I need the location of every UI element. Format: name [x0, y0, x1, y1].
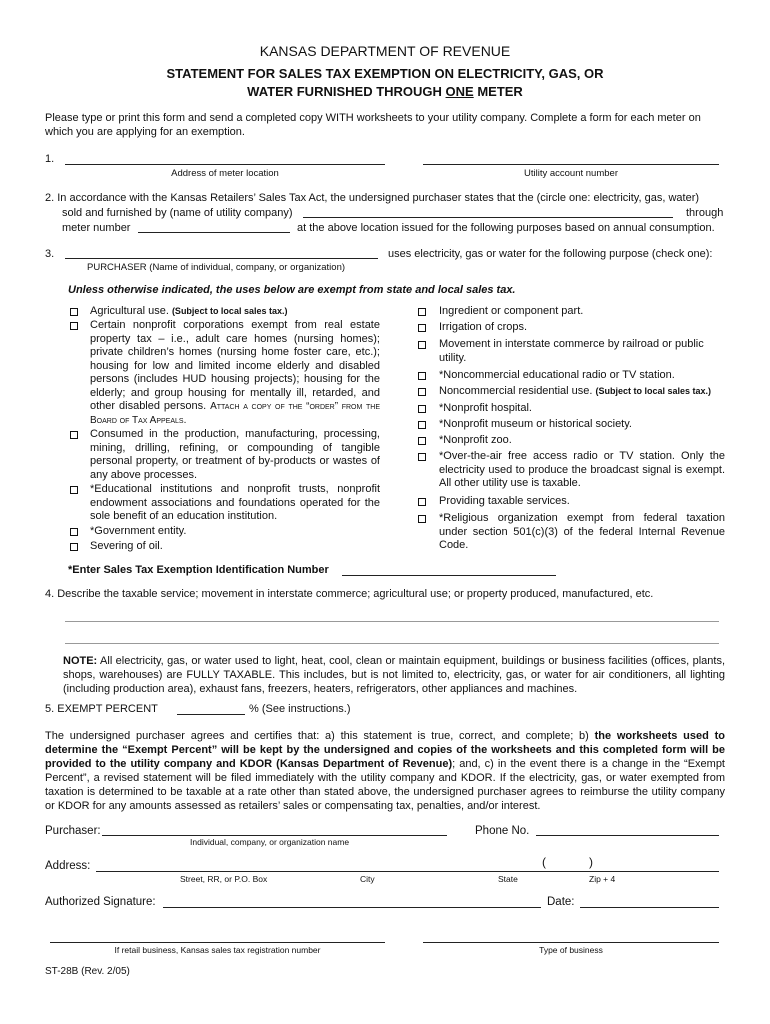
checkbox-nonprofit-corp[interactable]: [70, 322, 78, 330]
paren-open: (: [542, 855, 546, 869]
date-field[interactable]: [580, 907, 719, 908]
paren-close: ): [589, 855, 593, 869]
business-type-field[interactable]: [423, 942, 719, 943]
section2-line3-end: at the above location issued for the following purposes based on annual consumption.: [297, 222, 715, 234]
item-educational: *Educational institutions and nonprofit trusts, nonprofit endowment associations and foundations operated for the sole benefit of an education institution.: [90, 483, 380, 522]
item-production: Consumed in the production, manufacturing, processing, mining, drilling, refining, or compounding of tangible personal property, or treatment of by-products or wastes of any above processes.: [90, 428, 380, 481]
phone-field[interactable]: [536, 835, 719, 836]
authorized-signature-label: Authorized Signature:: [45, 896, 156, 908]
title-line2-c: METER: [473, 84, 523, 99]
purchaser-name-field[interactable]: [65, 258, 378, 259]
purchaser-label: PURCHASER (Name of individual, company, or organization): [87, 262, 346, 273]
address-field[interactable]: [96, 871, 719, 872]
purchaser-label-sig: Purchaser:: [45, 825, 101, 837]
checkbox-educational[interactable]: [70, 486, 78, 494]
form-title-line2: [0, 84, 770, 99]
phone-label: Phone No.: [475, 825, 530, 837]
purchaser-sub-label: Individual, company, or organization name: [190, 837, 350, 847]
item-irrigation: Irrigation of crops.: [439, 321, 528, 333]
meter-address-label: Address of meter location: [171, 168, 279, 179]
checkbox-zoo[interactable]: [418, 437, 426, 445]
state-label: State: [498, 874, 518, 884]
item-museum: *Nonprofit museum or historical society.: [439, 418, 632, 430]
checkbox-ingredient[interactable]: [418, 308, 426, 316]
exemption-id-label: *Enter Sales Tax Exemption Identification Number: [68, 564, 329, 576]
city-label: City: [360, 874, 375, 884]
checkbox-government[interactable]: [70, 528, 78, 536]
checkbox-interstate[interactable]: [418, 341, 426, 349]
zip-label: Zip + 4: [589, 874, 616, 884]
utility-account-label: Utility account number: [524, 168, 618, 179]
date-label: Date:: [547, 896, 575, 908]
certification-text: The undersigned purchaser agrees and certifies that: a) this statement is true, correct, and complete; b) the worksheets used to determine the “Exempt Percent” will be kept by the undersigned and copies of the worksheets and this completed form will be provided to the utility company and KDOR (Kansas Department of Revenue); and, c) in the event there is a change in the “Exempt Percent”, a revised statement will be filed immediately with the utility company and KDOR. If the electricity, gas, or water exempted from taxation is determined to be taxable at a rate other than stated above, the undersigned purchaser agrees to reimburse the utility company or KDOR for any amounts assessed as retailers’ sales or compensating tax, penalties, and/or interest.: [45, 730, 725, 812]
item-religious: *Religious organization exempt from federal taxation under section 501(c)(3) of the federal Internal Revenue Code.: [439, 512, 725, 551]
section3-end: uses electricity, gas or water for the following purpose (check one):: [388, 248, 713, 260]
agency-name: KANSAS DEPARTMENT OF REVENUE: [259, 43, 511, 59]
business-type-label: Type of business: [539, 945, 603, 955]
note-text: NOTE: All electricity, gas, or water used to light, heat, cool, clean or maintain equipment, buildings or business facilities (offices, plants, shops, warehouses) are FULLY TAXABLE. This includes, but is not limited to, electricity, gas, or water for air conditioners, all lighting (including production area), exhaust fans, freezers, heaters, refrigerators, other appliances and machines.: [63, 655, 725, 695]
item-broadcast: *Over-the-air free access radio or TV station. Only the electricity used to produce the broadcast signal is exempt. All other utility use is taxable.: [439, 450, 725, 489]
section2-through: through: [686, 207, 724, 219]
item-ingredient: Ingredient or component part.: [439, 305, 584, 317]
checkbox-hospital[interactable]: [418, 405, 426, 413]
item-taxable-services: Providing taxable services.: [439, 495, 570, 507]
meter-number-field[interactable]: [138, 232, 290, 233]
address-label: Address:: [45, 860, 91, 872]
title-one-underlined: ONE: [445, 84, 474, 99]
exemption-id-field[interactable]: [342, 575, 556, 576]
utility-account-field[interactable]: [423, 164, 719, 165]
item-government: *Government entity.: [90, 525, 187, 537]
section2-line3: meter number: [62, 222, 131, 234]
item-agricultural: Agricultural use. (Subject to local sales tax.): [90, 305, 288, 317]
exempt-percent-label: 5. EXEMPT PERCENT: [45, 703, 158, 715]
description-field-1[interactable]: [65, 621, 719, 622]
checkbox-agricultural[interactable]: [70, 308, 78, 316]
checkbox-educational-radio[interactable]: [418, 372, 426, 380]
exempt-heading: Unless otherwise indicated, the uses below are exempt from state and local sales tax.: [68, 284, 516, 296]
section3-number: 3.: [45, 248, 55, 260]
item-residential: Noncommercial residential use. (Subject to local sales tax.): [439, 385, 712, 397]
authorized-signature-field[interactable]: [163, 907, 541, 908]
item-educational-radio: *Noncommercial educational radio or TV station.: [439, 369, 675, 381]
checkbox-residential[interactable]: [418, 388, 426, 396]
item-hospital: *Nonprofit hospital.: [439, 402, 532, 414]
purchaser-sig-field[interactable]: [102, 835, 447, 836]
item-interstate: Movement in interstate commerce by railroad or public utility.: [439, 338, 704, 364]
checkbox-irrigation[interactable]: [418, 324, 426, 332]
item-nonprofit-corp: Certain nonprofit corporations exempt from real estate property tax – i.e., adult care homes (nursing homes); private children’s homes (nursing home foster care, etc.); housing for low and limited income elderly and disabled persons (includes HUD housing projects); housing for the elderly; and group housing for mentally ill, retarded, and other disabled persons. Attach a copy of the “order” from the Board of Tax Appeals.: [90, 319, 380, 426]
form-title-line1: STATEMENT FOR SALES TAX EXEMPTION ON ELECTRICITY, GAS, OR: [166, 66, 604, 81]
checkbox-museum[interactable]: [418, 421, 426, 429]
utility-company-field[interactable]: [303, 217, 673, 218]
registration-number-field[interactable]: [50, 942, 385, 943]
checkbox-religious[interactable]: [418, 515, 426, 523]
form-id: ST-28B (Rev. 2/05): [45, 966, 130, 977]
item-severing-oil: Severing of oil.: [90, 540, 163, 552]
title-line2-a: WATER FURNISHED THROUGH: [247, 84, 446, 99]
section2-line2: sold and furnished by (name of utility company): [62, 207, 293, 219]
description-field-2[interactable]: [65, 643, 719, 644]
registration-number-label: If retail business, Kansas sales tax registration number: [114, 945, 321, 955]
exempt-percent-field[interactable]: [177, 714, 245, 715]
street-label: Street, RR, or P.O. Box: [180, 874, 268, 884]
intro-text: Please type or print this form and send a completed copy WITH worksheets to your utility company. Complete a form for each meter on which you are applying for an exemption.: [45, 112, 701, 138]
section2-line1: 2. In accordance with the Kansas Retailers’ Sales Tax Act, the undersigned purchaser states that the (circle one: electricity, gas, water): [45, 192, 700, 204]
checkbox-broadcast[interactable]: [418, 453, 426, 461]
checkbox-severing-oil[interactable]: [70, 543, 78, 551]
section1-number: 1.: [45, 153, 55, 165]
checkbox-production[interactable]: [70, 431, 78, 439]
exempt-percent-suffix: % (See instructions.): [249, 703, 351, 715]
item-zoo: *Nonprofit zoo.: [439, 434, 512, 446]
section4-text: 4. Describe the taxable service; movement in interstate commerce; agricultural use; or property produced, manufactured, etc.: [45, 588, 654, 600]
checkbox-taxable-services[interactable]: [418, 498, 426, 506]
meter-address-field[interactable]: [65, 164, 385, 165]
